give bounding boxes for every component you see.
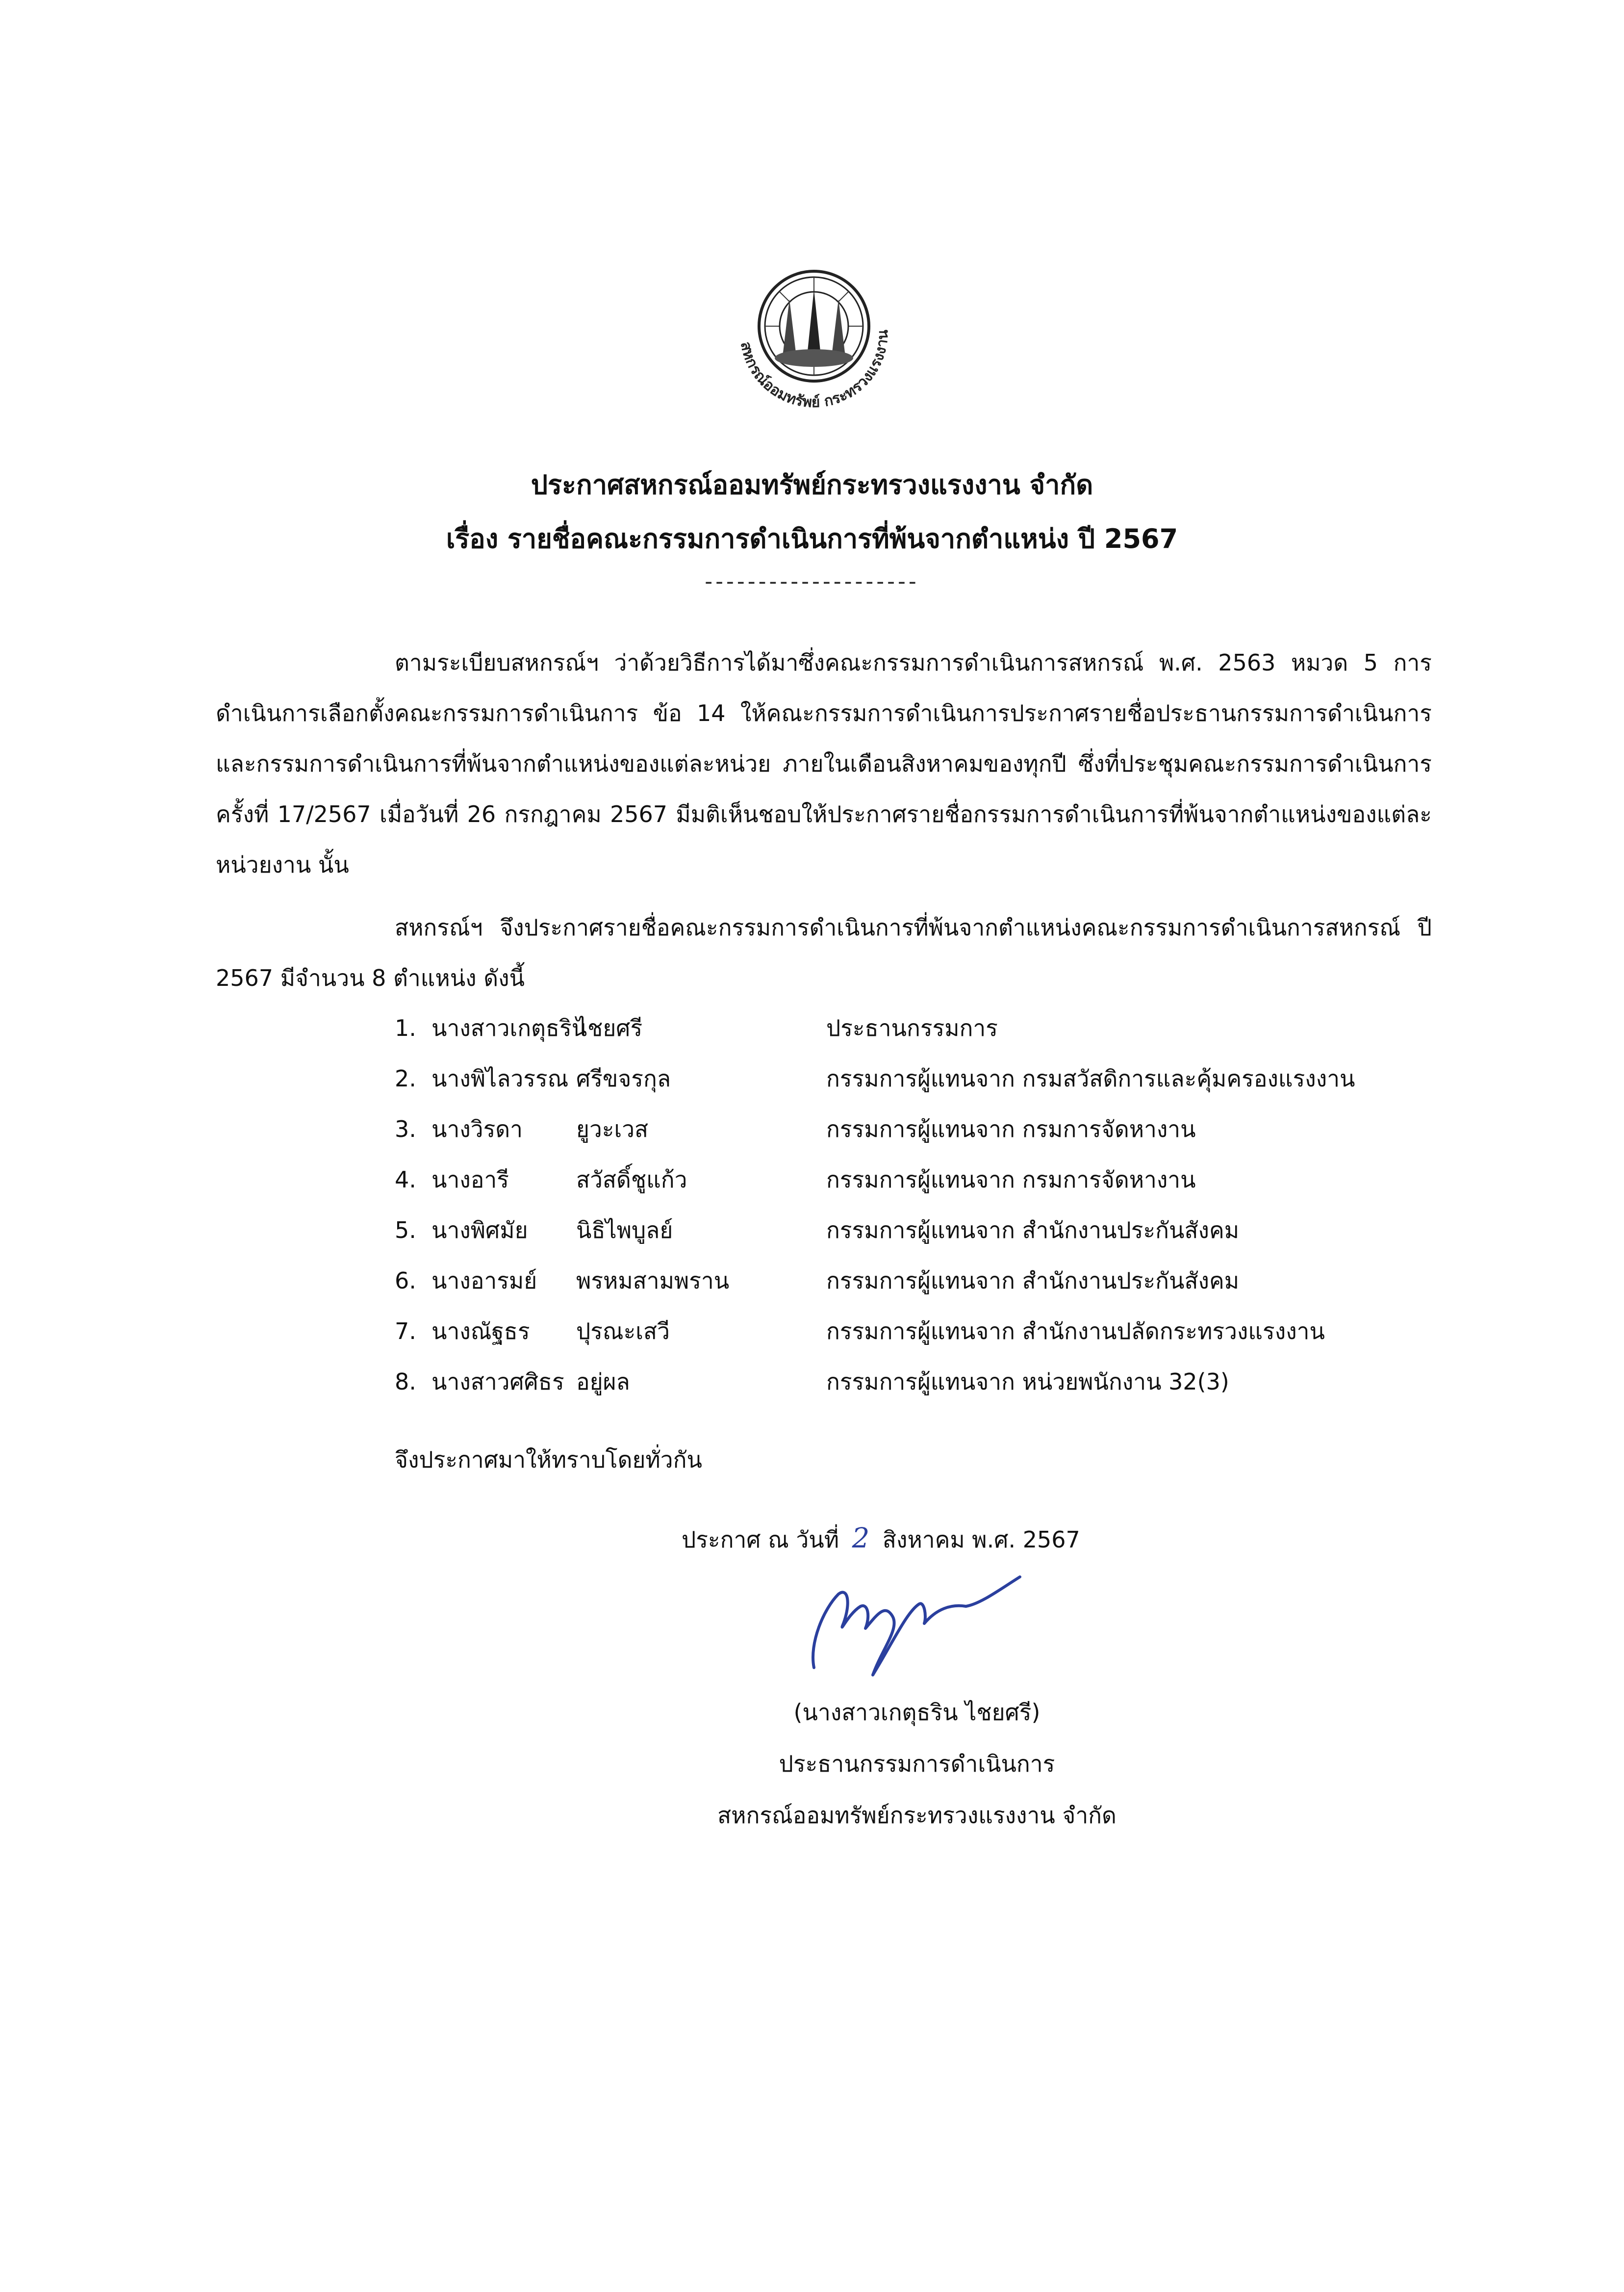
- member-last-name: ศรีขจรกุล: [576, 1065, 671, 1092]
- announcement-subject: เรื่อง รายชื่อคณะกรรมการดำเนินการที่พ้นจากตำแหน่ง ปี 2567: [446, 523, 1178, 554]
- member-first-name: นางอารี: [431, 1166, 509, 1193]
- list-item: [395, 1357, 1449, 1407]
- member-number: 7.: [395, 1318, 416, 1344]
- paragraph-announcement: สหกรณ์ฯ จึงประกาศรายชื่อคณะกรรมการดำเนินการที่พ้นจากตำแหน่งคณะกรรมการดำเนินการสหกรณ์ ปี 2567 มีจำนวน 8 ตำแหน่ง ดังนี้: [216, 914, 1432, 991]
- member-first-name: นางพิไลวรรณ: [431, 1065, 569, 1092]
- list-item: [395, 1306, 1449, 1357]
- member-list: [395, 1003, 1449, 1407]
- signature-stroke-icon: [794, 1570, 1069, 1687]
- signatory-name: (นางสาวเกตุธริน ไชยศรี): [793, 1699, 1040, 1725]
- member-number: 2.: [395, 1065, 416, 1092]
- member-first-name: นางสาวเกตุธริน: [431, 1015, 587, 1041]
- member-first-name: นางพิศมัย: [431, 1217, 528, 1243]
- svg-text:สหกรณ์ออมทรัพย์ กระทรวงแรงงาน: สหกรณ์ออมทรัพย์ กระทรวงแรงงาน: [737, 329, 892, 412]
- announcement-title: ประกาศสหกรณ์ออมทรัพย์กระทรวงแรงงาน จำกัด: [531, 469, 1093, 500]
- member-first-name: นางอารมย์: [431, 1267, 537, 1294]
- dateline-day-handwritten: 2: [852, 1522, 870, 1554]
- member-last-name: อยู่ผล: [576, 1368, 630, 1395]
- member-role: กรรมการผู้แทนจาก สำนักงานประกันสังคม: [826, 1267, 1240, 1294]
- member-number: 8.: [395, 1368, 416, 1395]
- dateline-suffix: สิงหาคม พ.ศ. 2567: [882, 1526, 1080, 1553]
- member-role: กรรมการผู้แทนจาก หน่วยพนักงาน 32(3): [826, 1368, 1229, 1395]
- paragraph-regulation: ตามระเบียบสหกรณ์ฯ ว่าด้วยวิธีการได้มาซึ่งคณะกรรมการดำเนินการสหกรณ์ พ.ศ. 2563 หมวด 5 การดำเนินการเลือกตั้งคณะกรรมการดำเนินการ ข้อ 14 ให้คณะกรรมการดำเนินการประกาศรายชื่อประธานกรรมการดำเนินการและกรรมการดำเนินการที่พ้นจากตำแหน่งของแต่ละหน่วย ภายในเดือนสิงหาคมของทุกปี ซึ่งที่ประชุมคณะกรรมการดำเนินการ ครั้งที่ 17/2567 เมื่อวันที่ 26 กรกฎาคม 2567 มีมติเห็นชอบให้ประกาศรายชื่อกรรมการดำเนินการที่พ้นจากตำแหน่งของแต่ละหน่วยงาน นั้น: [216, 649, 1432, 878]
- announcement-dateline: [682, 1513, 1080, 1565]
- list-item: [395, 1256, 1449, 1306]
- member-number: 5.: [395, 1217, 416, 1243]
- member-number: 1.: [395, 1015, 416, 1041]
- closing-statement: จึงประกาศมาให้ทราบโดยทั่วกัน: [395, 1446, 702, 1473]
- signatory-organization: สหกรณ์ออมทรัพย์กระทรวงแรงงาน จำกัด: [717, 1802, 1116, 1828]
- list-item: [395, 1205, 1449, 1256]
- member-role: กรรมการผู้แทนจาก กรมสวัสดิการและคุ้มครองแรงงาน: [826, 1065, 1355, 1092]
- member-first-name: นางวิรดา: [431, 1116, 523, 1142]
- member-last-name: นิธิไพบูลย์: [576, 1217, 673, 1243]
- member-role: ประธานกรรมการ: [826, 1015, 998, 1041]
- member-role: กรรมการผู้แทนจาก กรมการจัดหางาน: [826, 1116, 1196, 1142]
- member-first-name: นางสาวศศิธร: [431, 1368, 564, 1395]
- member-role: กรรมการผู้แทนจาก กรมการจัดหางาน: [826, 1166, 1196, 1193]
- list-item: [395, 1003, 1449, 1054]
- member-role: กรรมการผู้แทนจาก สำนักงานประกันสังคม: [826, 1217, 1240, 1243]
- member-last-name: ยูวะเวส: [576, 1116, 649, 1142]
- seal-emblem-icon: [696, 235, 932, 432]
- member-number: 6.: [395, 1267, 416, 1294]
- handwritten-signature: [794, 1570, 1069, 1687]
- member-last-name: ปุรณะเสวี: [576, 1318, 670, 1344]
- list-item: [395, 1104, 1449, 1155]
- member-role: กรรมการผู้แทนจาก สำนักงานปลัดกระทรวงแรงงาน: [826, 1318, 1325, 1344]
- cooperative-seal-logo: [696, 235, 932, 432]
- member-first-name: นางณัฐธร: [431, 1318, 530, 1344]
- separator-rule: --------------------: [705, 569, 919, 594]
- member-last-name: สวัสดิ์ชูแก้ว: [576, 1166, 687, 1193]
- list-item: [395, 1054, 1449, 1104]
- member-number: 4.: [395, 1166, 416, 1193]
- member-last-name: พรหมสามพราน: [576, 1267, 730, 1294]
- dateline-prefix: ประกาศ ณ วันที่: [682, 1526, 839, 1553]
- member-number: 3.: [395, 1116, 416, 1142]
- signatory-position: ประธานกรรมการดำเนินการ: [779, 1751, 1055, 1777]
- member-last-name: ไชยศรี: [576, 1015, 643, 1041]
- list-item: [395, 1155, 1449, 1205]
